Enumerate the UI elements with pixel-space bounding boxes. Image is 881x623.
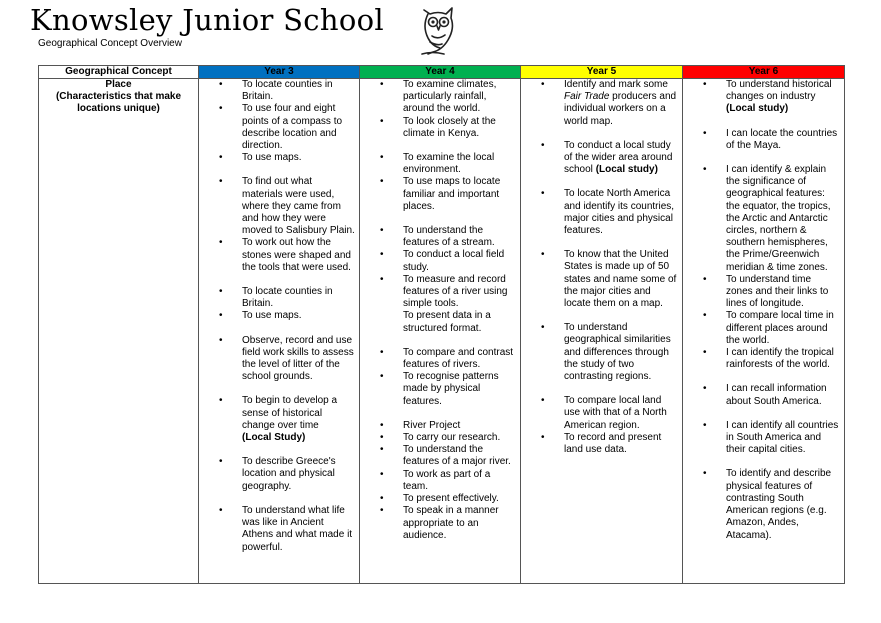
header-year-6: Year 6: [683, 66, 845, 79]
item-text: Identify and mark some: [564, 79, 668, 90]
list-item: • I can recall information about South America.: [703, 383, 840, 407]
concept-description: (Characteristics that make locations unique): [55, 91, 182, 115]
list-item: [703, 79, 840, 116]
item-text: producers and individual workers on a world map.: [564, 91, 677, 127]
table-row-place: [39, 79, 845, 584]
list-item: • To carry our research.: [380, 432, 516, 444]
list-item: • To use four and eight points of a compass to describe location and direction.: [219, 103, 355, 152]
concept-overview-table: [38, 65, 845, 584]
fair-trade-text: Fair Trade: [564, 91, 610, 103]
list-item: • To locate North America and identify its countries, major cities and physical features.: [541, 188, 678, 237]
list-item: [541, 79, 678, 128]
list-item: • To identify and describe physical features of contrasting South American regions (e.g. Amazon, Andes, Atacama).: [703, 468, 840, 541]
owl-logo-icon: [418, 4, 458, 56]
local-study-label: (Local study): [726, 103, 789, 115]
header-year-3: Year 3: [199, 66, 360, 79]
list-item: • To measure and record features of a river using simple tools.: [380, 274, 516, 311]
concept-name: Place: [105, 79, 132, 90]
list-item: • To understand geographical similarities and differences through the study of two contrasting regions.: [541, 322, 678, 383]
school-title: Knowsley Junior School: [30, 3, 384, 37]
item-text: To understand historical changes on industry: [726, 79, 832, 103]
list-item: • To know that the United States is made up of 50 states and name some of the major cities and locate them on a map.: [541, 249, 678, 310]
list-item: • Observe, record and use field work skills to assess the level of litter of the school grounds.: [219, 335, 355, 384]
list-item: • To conduct a local field study.: [380, 249, 516, 273]
year-6-list: [683, 79, 844, 542]
list-item: • I can identify all countries in South America and their capital cities.: [703, 420, 840, 457]
list-item: • To compare local time in different places around the world.: [703, 310, 840, 347]
list-item: [219, 395, 355, 444]
list-item: • To record and present land use data.: [541, 432, 678, 456]
list-item: [541, 140, 678, 177]
year-4-list: [360, 79, 520, 542]
list-item: • To find out what materials were used, where they came from and how they were moved to Salisbury Plain.: [219, 176, 355, 237]
item-text: To begin to develop a sense of historical change over time: [242, 395, 338, 431]
header-year-5: Year 5: [521, 66, 683, 79]
list-item: • To understand what life was like in Ancient Athens and what made it powerful.: [219, 505, 355, 554]
page-subtitle: Geographical Concept Overview: [38, 38, 182, 49]
list-item: • To recognise patterns made by physical features.: [380, 371, 516, 408]
list-item: • To compare local land use with that of a North American region.: [541, 395, 678, 432]
list-item: • To use maps to locate familiar and important places.: [380, 176, 516, 213]
list-item: • To examine climates, particularly rainfall, around the world.: [380, 79, 516, 116]
list-item: • To understand time zones and their links to lines of longitude.: [703, 274, 840, 311]
list-item: • I can locate the countries of the Maya.: [703, 128, 840, 152]
year-3-cell: [199, 79, 360, 584]
list-item: To present data in a structured format.: [403, 310, 491, 334]
local-study-label: (Local Study): [242, 432, 306, 444]
header-year-4: Year 4: [360, 66, 521, 79]
list-item: • To use maps.: [219, 152, 355, 164]
list-item: • To compare and contrast features of rivers.: [380, 347, 516, 371]
year-4-cell: [360, 79, 521, 584]
list-item: • To work as part of a team.: [380, 469, 516, 493]
list-item: • River Project: [380, 420, 516, 432]
list-item: • I can identify & explain the significance of geographical features: the equator, the tropics, the Arctic and Antarctic circles, northern & southern hemispheres, the Prime/Greenwich meridian & time zones.: [703, 164, 840, 274]
list-item: • To look closely at the climate in Kenya.: [380, 116, 516, 140]
list-item: • To examine the local environment.: [380, 152, 516, 176]
list-item: • To work out how the stones were shaped and the tools that were used.: [219, 237, 355, 274]
year-5-cell: [521, 79, 683, 584]
list-item: • To locate counties in Britain.: [219, 286, 355, 310]
item-text: To conduct a local study of the wider area around school: [564, 139, 673, 176]
list-item: • To speak in a manner appropriate to an audience.: [380, 505, 516, 542]
list-item: • To understand the features of a major river.: [380, 444, 516, 468]
list-item: • To present effectively.: [380, 493, 516, 505]
header-geographical-concept: Geographical Concept: [39, 66, 199, 79]
concept-cell: [39, 79, 199, 584]
year-5-list: [521, 79, 682, 456]
list-item: • To use maps.: [219, 310, 355, 322]
local-study-label: (Local study): [595, 164, 658, 176]
list-item: • I can identify the tropical rainforests of the world.: [703, 347, 840, 371]
list-item: • To understand the features of a stream.: [380, 225, 516, 249]
year-3-list: [199, 79, 359, 554]
list-item: • To describe Greece's location and physical geography.: [219, 456, 355, 493]
list-item: • To locate counties in Britain.: [219, 79, 355, 103]
year-6-cell: [683, 79, 845, 584]
table-header-row: [39, 66, 845, 79]
